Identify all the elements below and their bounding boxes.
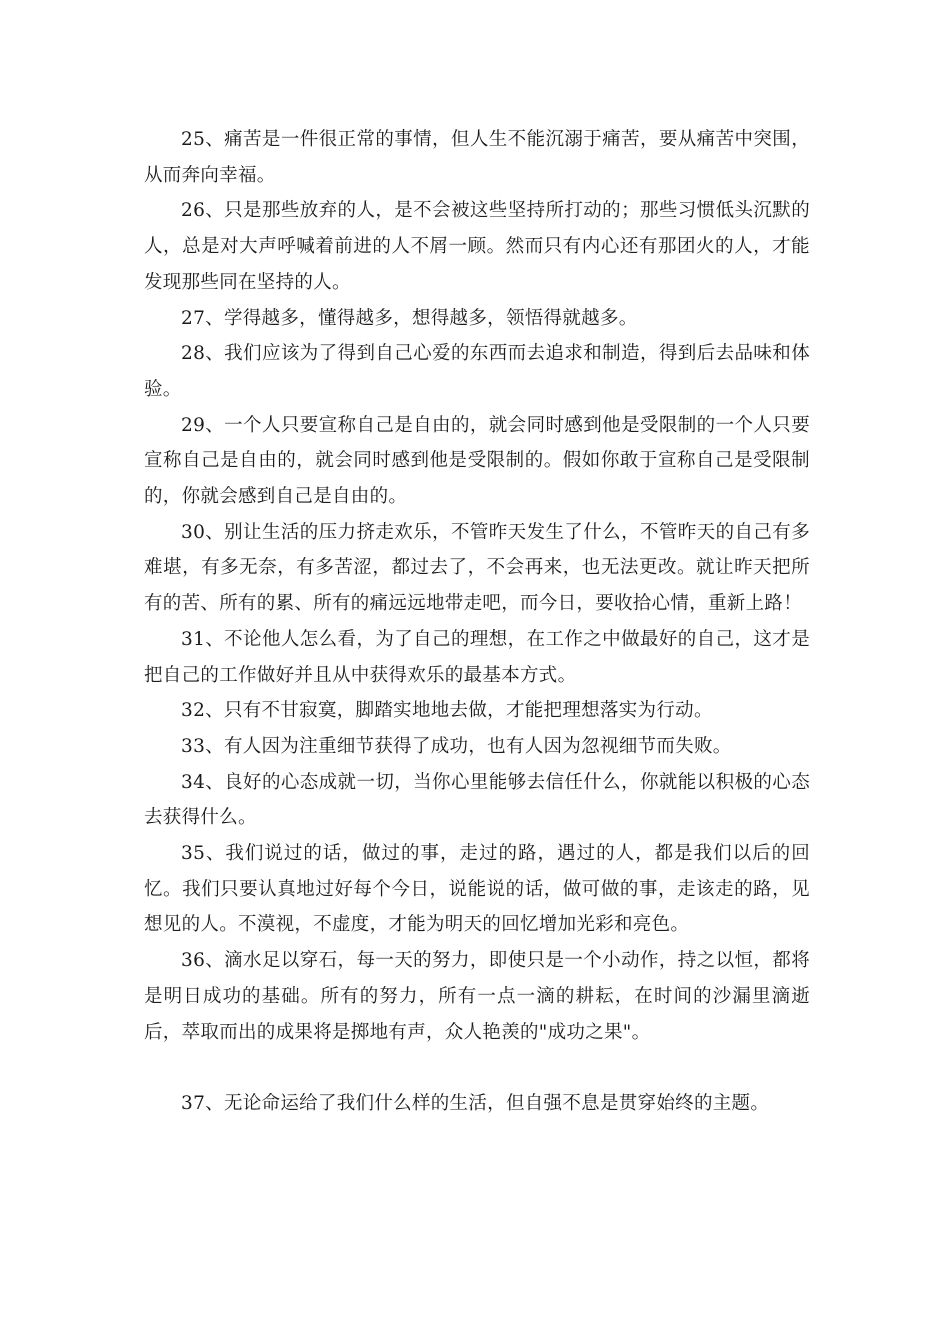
paragraph-25: 25、痛苦是一件很正常的事情，但人生不能沉溺于痛苦，要从痛苦中突围，从而奔向幸福。: [144, 129, 810, 186]
paragraph-35: 35、我们说过的话，做过的事，走过的路，遇过的人，都是我们以后的回忆。我们只要认真地过好每个今日，说能说的话，做可做的事，走该走的路，见想见的人。不漠视，不虚度，才能为明天的回忆增加光彩和亮色。: [144, 843, 810, 936]
paragraph-26: 26、只是那些放弃的人，是不会被这些坚持所打动的；那些习惯低头沉默的人，总是对大声呼喊着前进的人不屑一顾。然而只有内心还有那团火的人，才能发现那些同在坚持的人。: [144, 200, 810, 293]
paragraph-31: 31、不论他人怎么看，为了自己的理想，在工作之中做最好的自己，这才是把自己的工作做好并且从中获得欢乐的最基本方式。: [144, 628, 810, 686]
paragraph-37: 37、无论命运给了我们什么样的生活，但自强不息是贯穿始终的主题。: [181, 1093, 770, 1115]
paragraph-29: 29、一个人只要宣称自己是自由的，就会同时感到他是受限制的一个人只要宣称自己是自由的，就会同时感到他是受限制的。假如你敢于宣称自己是受限制的，你就会感到自己是自由的。: [144, 414, 810, 508]
paragraph-32: 32、只有不甘寂寞，脚踏实地地去做，才能把理想落实为行动。: [181, 700, 713, 722]
paragraph-28: 28、我们应该为了得到自己心爱的东西而去追求和制造，得到后去品味和体验。: [144, 343, 810, 400]
paragraph-spacer: [144, 1050, 810, 1086]
paragraph-34: 34、良好的心态成就一切，当你心里能够去信任什么，你就能以积极的心态去获得什么。: [144, 771, 810, 829]
paragraph-36: 36、滴水足以穿石，每一天的努力，即使只是一个小动作，持之以恒，都将是明日成功的基础。所有的努力，所有一点一滴的耕耘，在时间的沙漏里滴逝后，萃取而出的成果将是掷地有声，众人艳羡的"成功之果"。: [144, 950, 810, 1043]
paragraph-33: 33、有人因为注重细节获得了成功，也有人因为忽视细节而失败。: [181, 735, 732, 757]
paragraph-30: 30、别让生活的压力挤走欢乐，不管昨天发生了什么，不管昨天的自己有多难堪，有多无奈，有多苦涩，都过去了，不会再来，也无法更改。就让昨天把所有的苦、所有的累、所有的痛远远地带走吧，而今日，要收拾心情，重新上路！: [144, 521, 810, 615]
paragraph-27: 27、学得越多，懂得越多，想得越多，领悟得就越多。: [181, 307, 638, 329]
document-body: [144, 122, 810, 1122]
